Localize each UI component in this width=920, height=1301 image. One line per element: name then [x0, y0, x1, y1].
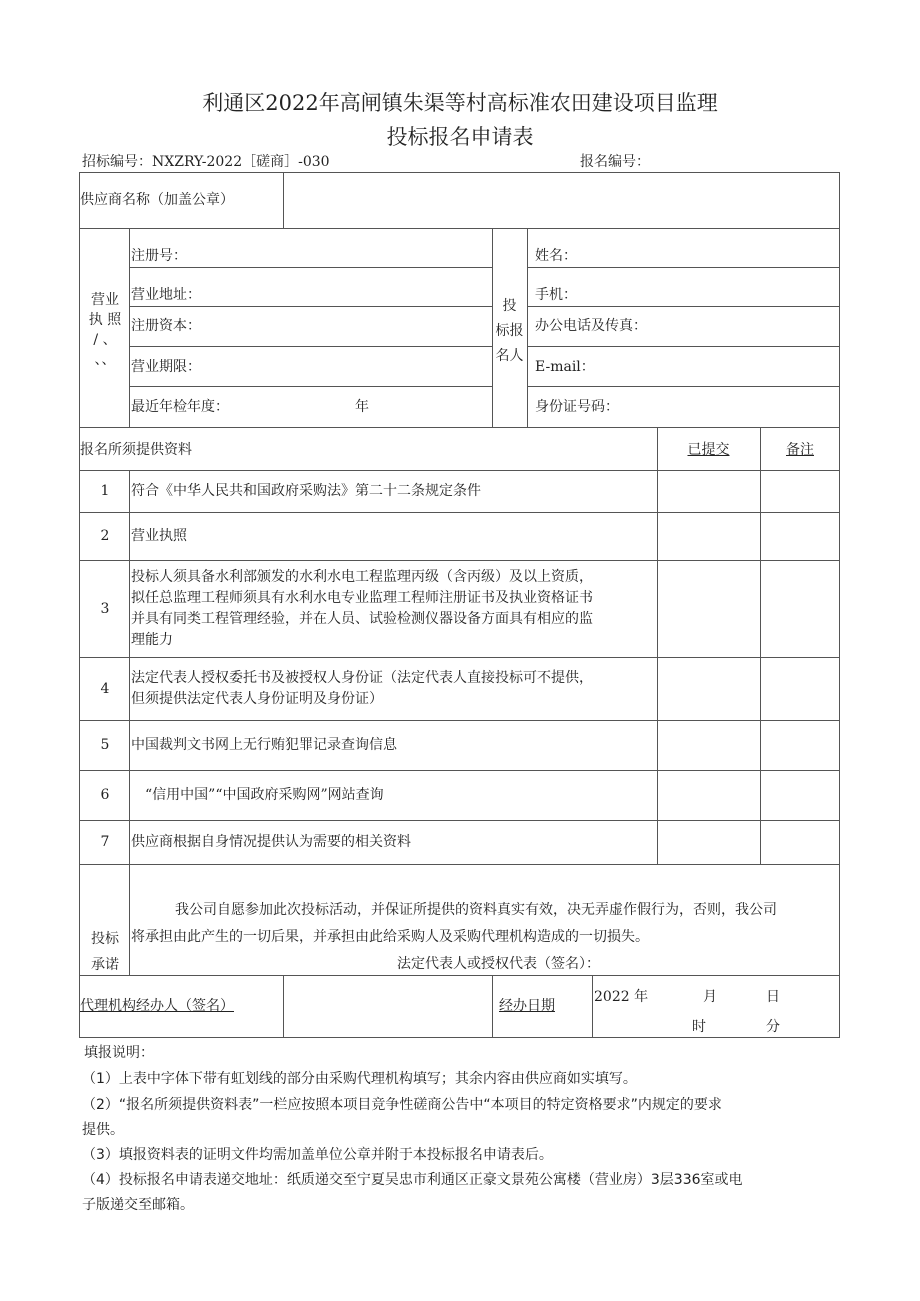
- email-field[interactable]: E-mail：: [535, 359, 595, 375]
- date-hour: 时: [692, 1019, 706, 1035]
- commitment-text-2: 将承担由此产生的一切后果，并承担由此给采购人及采购代理机构造成的一切损失。: [131, 929, 649, 945]
- row-description: “信用中国”“中国政府采购网”网站查询: [145, 787, 384, 803]
- commitment-text-1: 我公司自愿参加此次投标活动，并保证所提供的资料真实有效，决无弄虚作假行为，否则，我公司: [175, 902, 777, 918]
- submitted-cell[interactable]: [658, 771, 760, 820]
- id-number-field[interactable]: 身份证号码：: [535, 399, 619, 415]
- note-item: 子版递交至邮箱。: [82, 1197, 194, 1213]
- note-item: （2）“报名所须提供资料表”一栏应按照本项目竞争性磋商公告中“本项目的特定资格要求”内规定的要求: [82, 1097, 722, 1113]
- date-day: 日: [766, 989, 780, 1005]
- label-line: 营业: [91, 292, 119, 308]
- mobile-field[interactable]: 手机：: [535, 287, 577, 303]
- business-license-label: [80, 290, 130, 370]
- supplier-name-field[interactable]: [284, 173, 839, 228]
- row-number: 6: [100, 787, 110, 803]
- remarks-cell[interactable]: [761, 561, 839, 657]
- submitted-cell[interactable]: [658, 821, 760, 864]
- submitted-cell[interactable]: [658, 471, 760, 512]
- row-description: 但须提供法定代表人身份证明及身份证）: [131, 691, 383, 707]
- row-description: 法定代表人授权委托书及被授权人身份证（法定代表人直接投标可不提供，: [131, 670, 593, 686]
- supplier-name-label: 供应商名称（加盖公章）: [80, 192, 234, 208]
- remarks-header: 备注: [786, 442, 814, 458]
- label-line: / 、: [93, 332, 117, 348]
- note-item: （3）填报资料表的证明文件均需加盖单位公章并附于本投标报名申请表后。: [82, 1147, 553, 1163]
- submitted-cell[interactable]: [658, 721, 760, 770]
- registration-number: 报名编号：: [580, 154, 650, 170]
- registration-no-field[interactable]: 注册号：: [131, 248, 187, 264]
- registered-capital-field[interactable]: 注册资本：: [131, 318, 201, 334]
- remarks-cell[interactable]: [761, 513, 839, 560]
- row-description: 供应商根据自身情况提供认为需要的相关资料: [131, 834, 411, 850]
- tender-number: 招标编号：NXZRY-2022［磋商］-030: [82, 154, 330, 170]
- label-line: 名人: [495, 348, 524, 364]
- label-line: 投: [502, 298, 517, 314]
- submitted-cell[interactable]: [658, 513, 760, 560]
- date-year: 2022 年: [594, 989, 649, 1005]
- applicant-label: [492, 294, 527, 369]
- agency-handler-label: 代理机构经办人（签名）: [80, 998, 234, 1014]
- date-minute: 分: [766, 1019, 780, 1035]
- note-item: （4）投标报名申请表递交地址：纸质递交至宁夏吴忠市利通区正豪文景苑公寓楼（营业房）3层336室或电: [82, 1172, 743, 1188]
- submitted-header: 已提交: [687, 442, 730, 458]
- row-number: 3: [100, 600, 110, 617]
- row-description: 拟任总监理工程师须具有水利水电专业监理工程师注册证书及执业资格证书: [131, 590, 593, 606]
- label-line: 承诺: [91, 957, 119, 973]
- row-description: 符合《中华人民共和国政府采购法》第二十二条规定条件: [131, 483, 481, 499]
- note-item: （1）上表中字体下带有虹划线的部分由采购代理机构填写；其余内容由供应商如实填写。: [82, 1071, 637, 1087]
- agency-handler-signature-field[interactable]: [284, 976, 492, 1036]
- remarks-cell[interactable]: [761, 721, 839, 770]
- notes-heading: 填报说明：: [84, 1045, 154, 1061]
- annual-inspection-field[interactable]: 最近年检年度：: [131, 399, 229, 415]
- business-address-field[interactable]: 营业地址：: [131, 287, 201, 303]
- office-phone-fax-field[interactable]: 办公电话及传真：: [535, 318, 647, 334]
- row-description: 并具有同类工程管理经验，并在人员、试验检测仪器设备方面具有相应的监: [131, 611, 593, 627]
- remarks-cell[interactable]: [761, 821, 839, 864]
- name-field[interactable]: 姓名：: [535, 248, 577, 264]
- row-number: 2: [100, 528, 110, 544]
- commitment-label: [80, 926, 130, 978]
- label-line: 投标: [91, 931, 119, 947]
- row-number: 5: [100, 737, 110, 753]
- date-month: 月: [703, 989, 717, 1005]
- remarks-cell[interactable]: [761, 771, 839, 820]
- business-term-field[interactable]: 营业期限：: [131, 359, 201, 375]
- submitted-cell[interactable]: [658, 561, 760, 657]
- title-line-1: 利通区2022年高闸镇朱渠等村高标准农田建设项目监理: [202, 91, 718, 115]
- note-item: 提供。: [82, 1122, 124, 1138]
- remarks-cell[interactable]: [761, 471, 839, 512]
- row-description: 营业执照: [131, 528, 187, 544]
- label-line: 、、: [94, 352, 116, 368]
- year-suffix: 年: [355, 399, 369, 415]
- handling-date-label: 经办日期: [499, 998, 555, 1014]
- row-number: 7: [100, 834, 110, 850]
- row-description: 中国裁判文书网上无行贿犯罪记录查询信息: [131, 737, 397, 753]
- row-number: 4: [100, 680, 110, 697]
- materials-header: 报名所须提供资料: [80, 442, 192, 458]
- row-description: 投标人须具备水利部颁发的水利水电工程监理丙级（含丙级）及以上资质，: [131, 569, 593, 585]
- label-line: 标报: [495, 323, 524, 339]
- remarks-cell[interactable]: [761, 658, 839, 720]
- title-line-2: 投标报名申请表: [386, 125, 534, 149]
- row-description: 理能力: [131, 632, 173, 648]
- row-number: 1: [100, 483, 110, 499]
- signature-label: 法定代表人或授权代表（签名）：: [397, 956, 600, 972]
- label-line: 执 照: [88, 312, 122, 328]
- submitted-cell[interactable]: [658, 658, 760, 720]
